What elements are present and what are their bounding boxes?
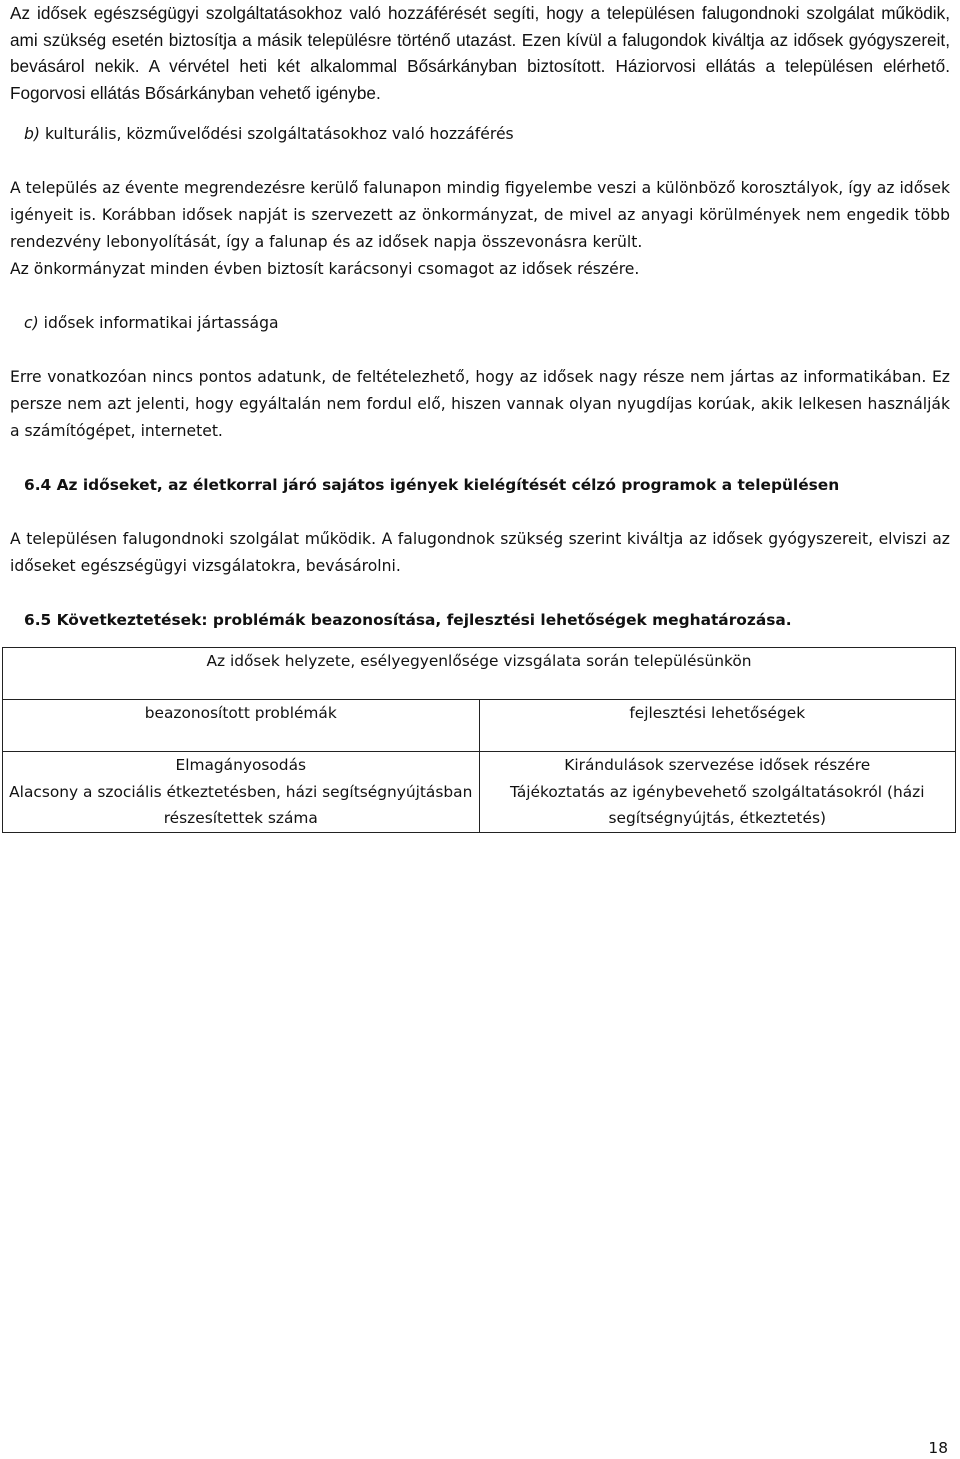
document-page <box>10 0 950 833</box>
section-6-4-paragraph: A településen falugondnoki szolgálat működik. A falugondnok szükség szerint kiváltja az idősek gyógyszereit, elviszi az időseket egészségügyi vizsgálatokra, bevásárolni. <box>10 530 950 575</box>
section-6-5-heading: 6.5 Következtetések: problémák beazonosítása, fejlesztési lehetőségek meghatározása. <box>24 611 792 629</box>
opportunity-item: Kirándulások szervezése idősek részére <box>564 756 871 774</box>
page-number: 18 <box>928 1439 948 1457</box>
section-c-letter: c) <box>24 314 39 332</box>
section-b-letter: b) <box>24 125 40 143</box>
section-6-4-heading: 6.4 Az időseket, az életkorral járó sajátos igények kielégítését célzó programok a településen <box>24 476 840 494</box>
section-c-title: idősek informatikai jártassága <box>43 314 279 332</box>
problems-cell <box>3 752 480 833</box>
problem-item: Alacsony a szociális étkeztetésben, házi segítségnyújtásban részesítettek száma <box>9 782 473 827</box>
column-header-problems: beazonosított problémák <box>3 700 480 752</box>
table-title-row <box>3 648 956 700</box>
opportunities-cell <box>479 752 956 833</box>
table-row <box>3 752 956 833</box>
intro-paragraph: Az idősek egészségügyi szolgáltatásokhoz való hozzáférését segíti, hogy a településen falugondnoki szolgálat működik, ami szükség esetén biztosítja a másik településre történő utazást. Ezen kívül a falugondok kiváltja az idősek gyógyszereit, bevásárol nekik. A vérvétel heti két alkalommal Bősárkányban biztosított. Háziorvosi ellátás a településen elérhető. Fogorvosi ellátás Bősárkányban vehető igénybe. <box>10 3 950 103</box>
table-header-row <box>3 700 956 752</box>
section-b-title: kulturális, közművelődési szolgáltatásokhoz való hozzáférés <box>44 125 514 143</box>
table-title: Az idősek helyzete, esélyegyenlősége vizsgálata során településünkön <box>3 648 956 700</box>
section-b-paragraph-1: A település az évente megrendezésre kerülő falunapon mindig figyelembe veszi a különböző korosztályok, így az idősek igényeit is. Korábban idősek napját is szervezett az önkormányzat, de mivel az anyagi körülmények nem engedik több rendezvény lebonyolítását, így a falunap és az idősek napja összevonásra került. <box>10 179 950 251</box>
section-b-heading <box>10 121 950 148</box>
section-b-paragraph-2: Az önkormányzat minden évben biztosít karácsonyi csomagot az idősek részére. <box>10 260 640 278</box>
column-header-opportunities: fejlesztési lehetőségek <box>479 700 956 752</box>
opportunity-item: Tájékoztatás az igénybevehető szolgáltatásokról (házi segítségnyújtás, étkeztetés) <box>509 782 925 827</box>
problem-item: Elmagányosodás <box>175 756 307 774</box>
section-c-paragraph: Erre vonatkozóan nincs pontos adatunk, de feltételezhető, hogy az idősek nagy része nem jártas az informatikában. Ez persze nem azt jelenti, hogy egyáltalán nem fordul elő, hiszen vannak olyan nyugdíjas korúak, akik lelkesen használják a számítógépet, internetet. <box>10 368 950 440</box>
section-c-heading <box>10 310 950 337</box>
summary-table <box>2 647 956 833</box>
